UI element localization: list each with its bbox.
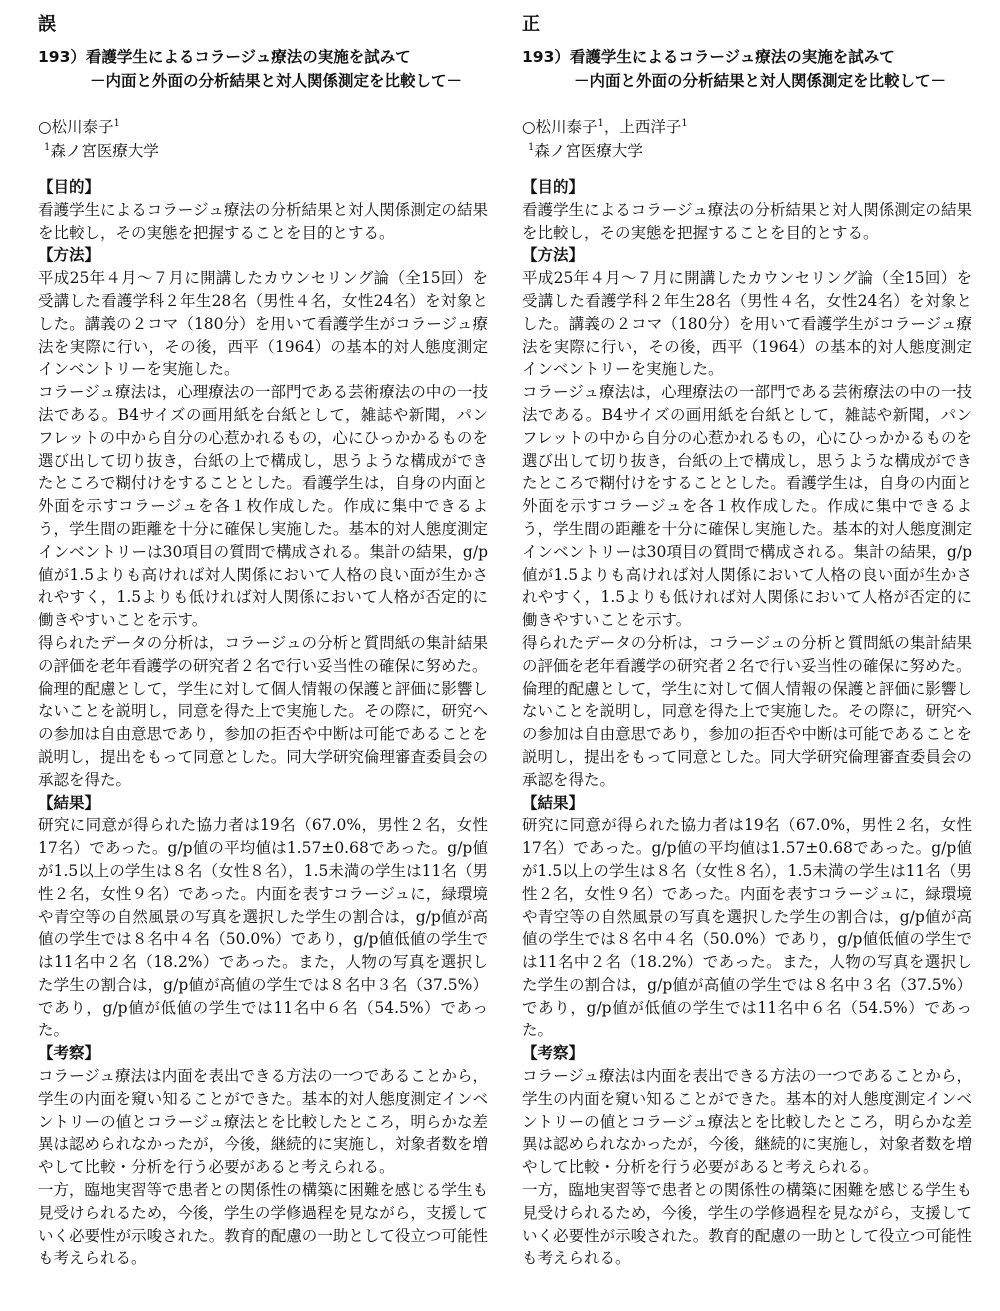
title-line-2: －内面と外面の分析結果と対人関係測定を比較して－ [90, 72, 463, 90]
method-paragraph-1: 平成25年４月～７月に開講したカウンセリング論（全15回）を受講した看護学科２年生28名（男性４名，女性24名）を対象とした。講義の２コマ（180分）を用いて看護学生がコラージュ療法を実際に行い，その後，西平（1964）の基本的対人態度測定インベントリーを実施した。 [522, 269, 972, 379]
results-text: 研究に同意が得られた協力者は19名（67.0%，男性２名，女性17名）であった。g/p値の平均値は1.57±0.68であった。g/p値が1.5以上の学生は８名（女性８名），1.5未満の学生は11名（男性２名，女性９名）であった。内面を表すコラージュに，緑環境や青空等の自然風景の写真を選択した学生の割合は，g/p値が高値の学生では８名中４名（50.0%）であり，g/p値低値の学生では11名中２名（18.2%）であった。また，人物の写真を選択した学生の割合は，g/p値が高値の学生では８名中３名（37.5%）であり，g/p値が低値の学生では11名中６名（54.5%）であった。 [38, 816, 488, 1040]
affiliation-sup: 1 [528, 142, 535, 153]
affiliation-sup: 1 [44, 142, 51, 153]
title-line-1: 193）看護学生によるコラージュ療法の実施を試みて [38, 48, 411, 66]
method-paragraph-3: 得られたデータの分析は，コラージュの分析と質問紙の集計結果の評価を老年看護学の研究者２名で行い妥当性の確保に努めた。 [522, 633, 972, 675]
discussion-paragraph-1: コラージュ療法は内面を表出できる方法の一つであることから，学生の内面を窺い知ることができた。基本的対人態度測定インベントリーの値とコラージュ療法とを比較したところ，明らかな差異は認められなかったが，今後，継続的に実施し，対象者数を増やして比較・分析を行う必要があると考えられる。 [38, 1067, 488, 1177]
method-paragraph-2: コラージュ療法は，心理療法の一部門である芸術療法の中の一技法である。B4サイズの画用紙を台紙として，雑誌や新聞，パンフレットの中から自分の心惹かれるもの，心にひっかかるものを選び出して切り抜き，台紙の上で構成し，思うような構成ができたところで糊付けをすることとした。看護学生は，自身の内面と外面を示すコラージュを各１枚作成した。作成に集中できるよう，学生間の距離を十分に確保し実施した。基本的対人態度測定インベントリーは30項目の質問で構成される。集計の結果，g/p値が1.5よりも高ければ対人関係において人格の良い面が生かされやすく，1.5よりも低ければ対人関係において人格が否定的に働きやすいことを示す。 [38, 383, 488, 630]
heading-discussion: 【考察】 [522, 1044, 585, 1063]
affiliation [44, 136, 159, 163]
abstract-body [522, 176, 972, 1270]
author-name: ○松川泰子 [522, 118, 598, 136]
author-line [38, 112, 120, 139]
method-paragraph-2: コラージュ療法は，心理療法の一部門である芸術療法の中の一技法である。B4サイズの画用紙を台紙として，雑誌や新聞，パンフレットの中から自分の心惹かれるもの，心にひっかかるものを選び出して切り抜き，台紙の上で構成し，思うような構成ができたところで糊付けをすることとした。看護学生は，自身の内面と外面を示すコラージュを各１枚作成した。作成に集中できるよう，学生間の距離を十分に確保し実施した。基本的対人態度測定インベントリーは30項目の質問で構成される。集計の結果，g/p値が1.5よりも高ければ対人関係において人格の良い面が生かされやすく，1.5よりも低ければ対人関係において人格が否定的に働きやすいことを示す。 [522, 383, 972, 630]
heading-purpose: 【目的】 [522, 178, 585, 196]
heading-method: 【方法】 [522, 246, 585, 265]
correct-label: 正 [522, 14, 540, 35]
author-sup: 1 [113, 118, 120, 129]
method-paragraph-1: 平成25年４月～７月に開講したカウンセリング論（全15回）を受講した看護学科２年生28名（男性４名，女性24名）を対象とした。講義の２コマ（180分）を用いて看護学生がコラージュ療法を実際に行い，その後，西平（1964）の基本的対人態度測定インベントリーを実施した。 [38, 269, 488, 379]
heading-method: 【方法】 [38, 246, 101, 265]
method-paragraph-4: 倫理的配慮として，学生に対して個人情報の保護と評価に影響しないことを説明し，同意を得た上で実施した。その際に，研究への参加は自由意思であり，参加の拒否や中断は可能であることを説明し，提出をもって同意とした。同大学研究倫理審査委員会の承認を得た。 [522, 679, 972, 789]
method-paragraph-3: 得られたデータの分析は，コラージュの分析と質問紙の集計結果の評価を老年看護学の研究者２名で行い妥当性の確保に努めた。 [38, 633, 488, 675]
abstract-title [522, 45, 972, 93]
abstract-body [38, 176, 488, 1270]
abstract-title [38, 45, 488, 93]
method-paragraph-4: 倫理的配慮として，学生に対して個人情報の保護と評価に影響しないことを説明し，同意を得た上で実施した。その際に，研究への参加は自由意思であり，参加の拒否や中断は可能であることを説明し，提出をもって同意とした。同大学研究倫理審査委員会の承認を得た。 [38, 679, 488, 789]
heading-purpose: 【目的】 [38, 178, 101, 196]
title-line-1: 193）看護学生によるコラージュ療法の実施を試みて [522, 48, 895, 66]
purpose-text: 看護学生によるコラージュ療法の分析結果と対人関係測定の結果を比較し，その実態を把握することを目的とする。 [38, 200, 488, 242]
author-sup: 1 [597, 118, 604, 129]
affiliation-name: 森ノ宮医療大学 [50, 142, 159, 160]
affiliation-name: 森ノ宮医療大学 [534, 142, 643, 160]
discussion-paragraph-2: 一方，臨地実習等で患者との関係性の構築に困難を感じる学生も見受けられるため，今後，学生の学修過程を見ながら，支援していく必要性が示唆された。教育的配慮の一助として役立つ可能性も考えられる。 [522, 1181, 972, 1268]
heading-results: 【結果】 [38, 793, 101, 812]
author2-name: ，上西洋子 [603, 118, 682, 136]
purpose-text: 看護学生によるコラージュ療法の分析結果と対人関係測定の結果を比較し，その実態を把握することを目的とする。 [522, 200, 972, 242]
incorrect-label: 誤 [38, 14, 56, 35]
discussion-paragraph-2: 一方，臨地実習等で患者との関係性の構築に困難を感じる学生も見受けられるため，今後，学生の学修過程を見ながら，支援していく必要性が示唆された。教育的配慮の一助として役立つ可能性も考えられる。 [38, 1181, 488, 1268]
title-line-2: －内面と外面の分析結果と対人関係測定を比較して－ [574, 72, 947, 90]
heading-results: 【結果】 [522, 793, 585, 812]
heading-discussion: 【考察】 [38, 1044, 101, 1063]
author-line [522, 112, 688, 139]
discussion-paragraph-1: コラージュ療法は内面を表出できる方法の一つであることから，学生の内面を窺い知ることができた。基本的対人態度測定インベントリーの値とコラージュ療法とを比較したところ，明らかな差異は認められなかったが，今後，継続的に実施し，対象者数を増やして比較・分析を行う必要があると考えられる。 [522, 1067, 972, 1177]
author-name: ○松川泰子 [38, 118, 114, 136]
affiliation [528, 136, 643, 163]
author2-sup: 1 [681, 118, 688, 129]
results-text: 研究に同意が得られた協力者は19名（67.0%，男性２名，女性17名）であった。g/p値の平均値は1.57±0.68であった。g/p値が1.5以上の学生は８名（女性８名），1.5未満の学生は11名（男性２名，女性９名）であった。内面を表すコラージュに，緑環境や青空等の自然風景の写真を選択した学生の割合は，g/p値が高値の学生では８名中４名（50.0%）であり，g/p値低値の学生では11名中２名（18.2%）であった。また，人物の写真を選択した学生の割合は，g/p値が高値の学生では８名中３名（37.5%）であり，g/p値が低値の学生では11名中６名（54.5%）であった。 [522, 816, 972, 1040]
